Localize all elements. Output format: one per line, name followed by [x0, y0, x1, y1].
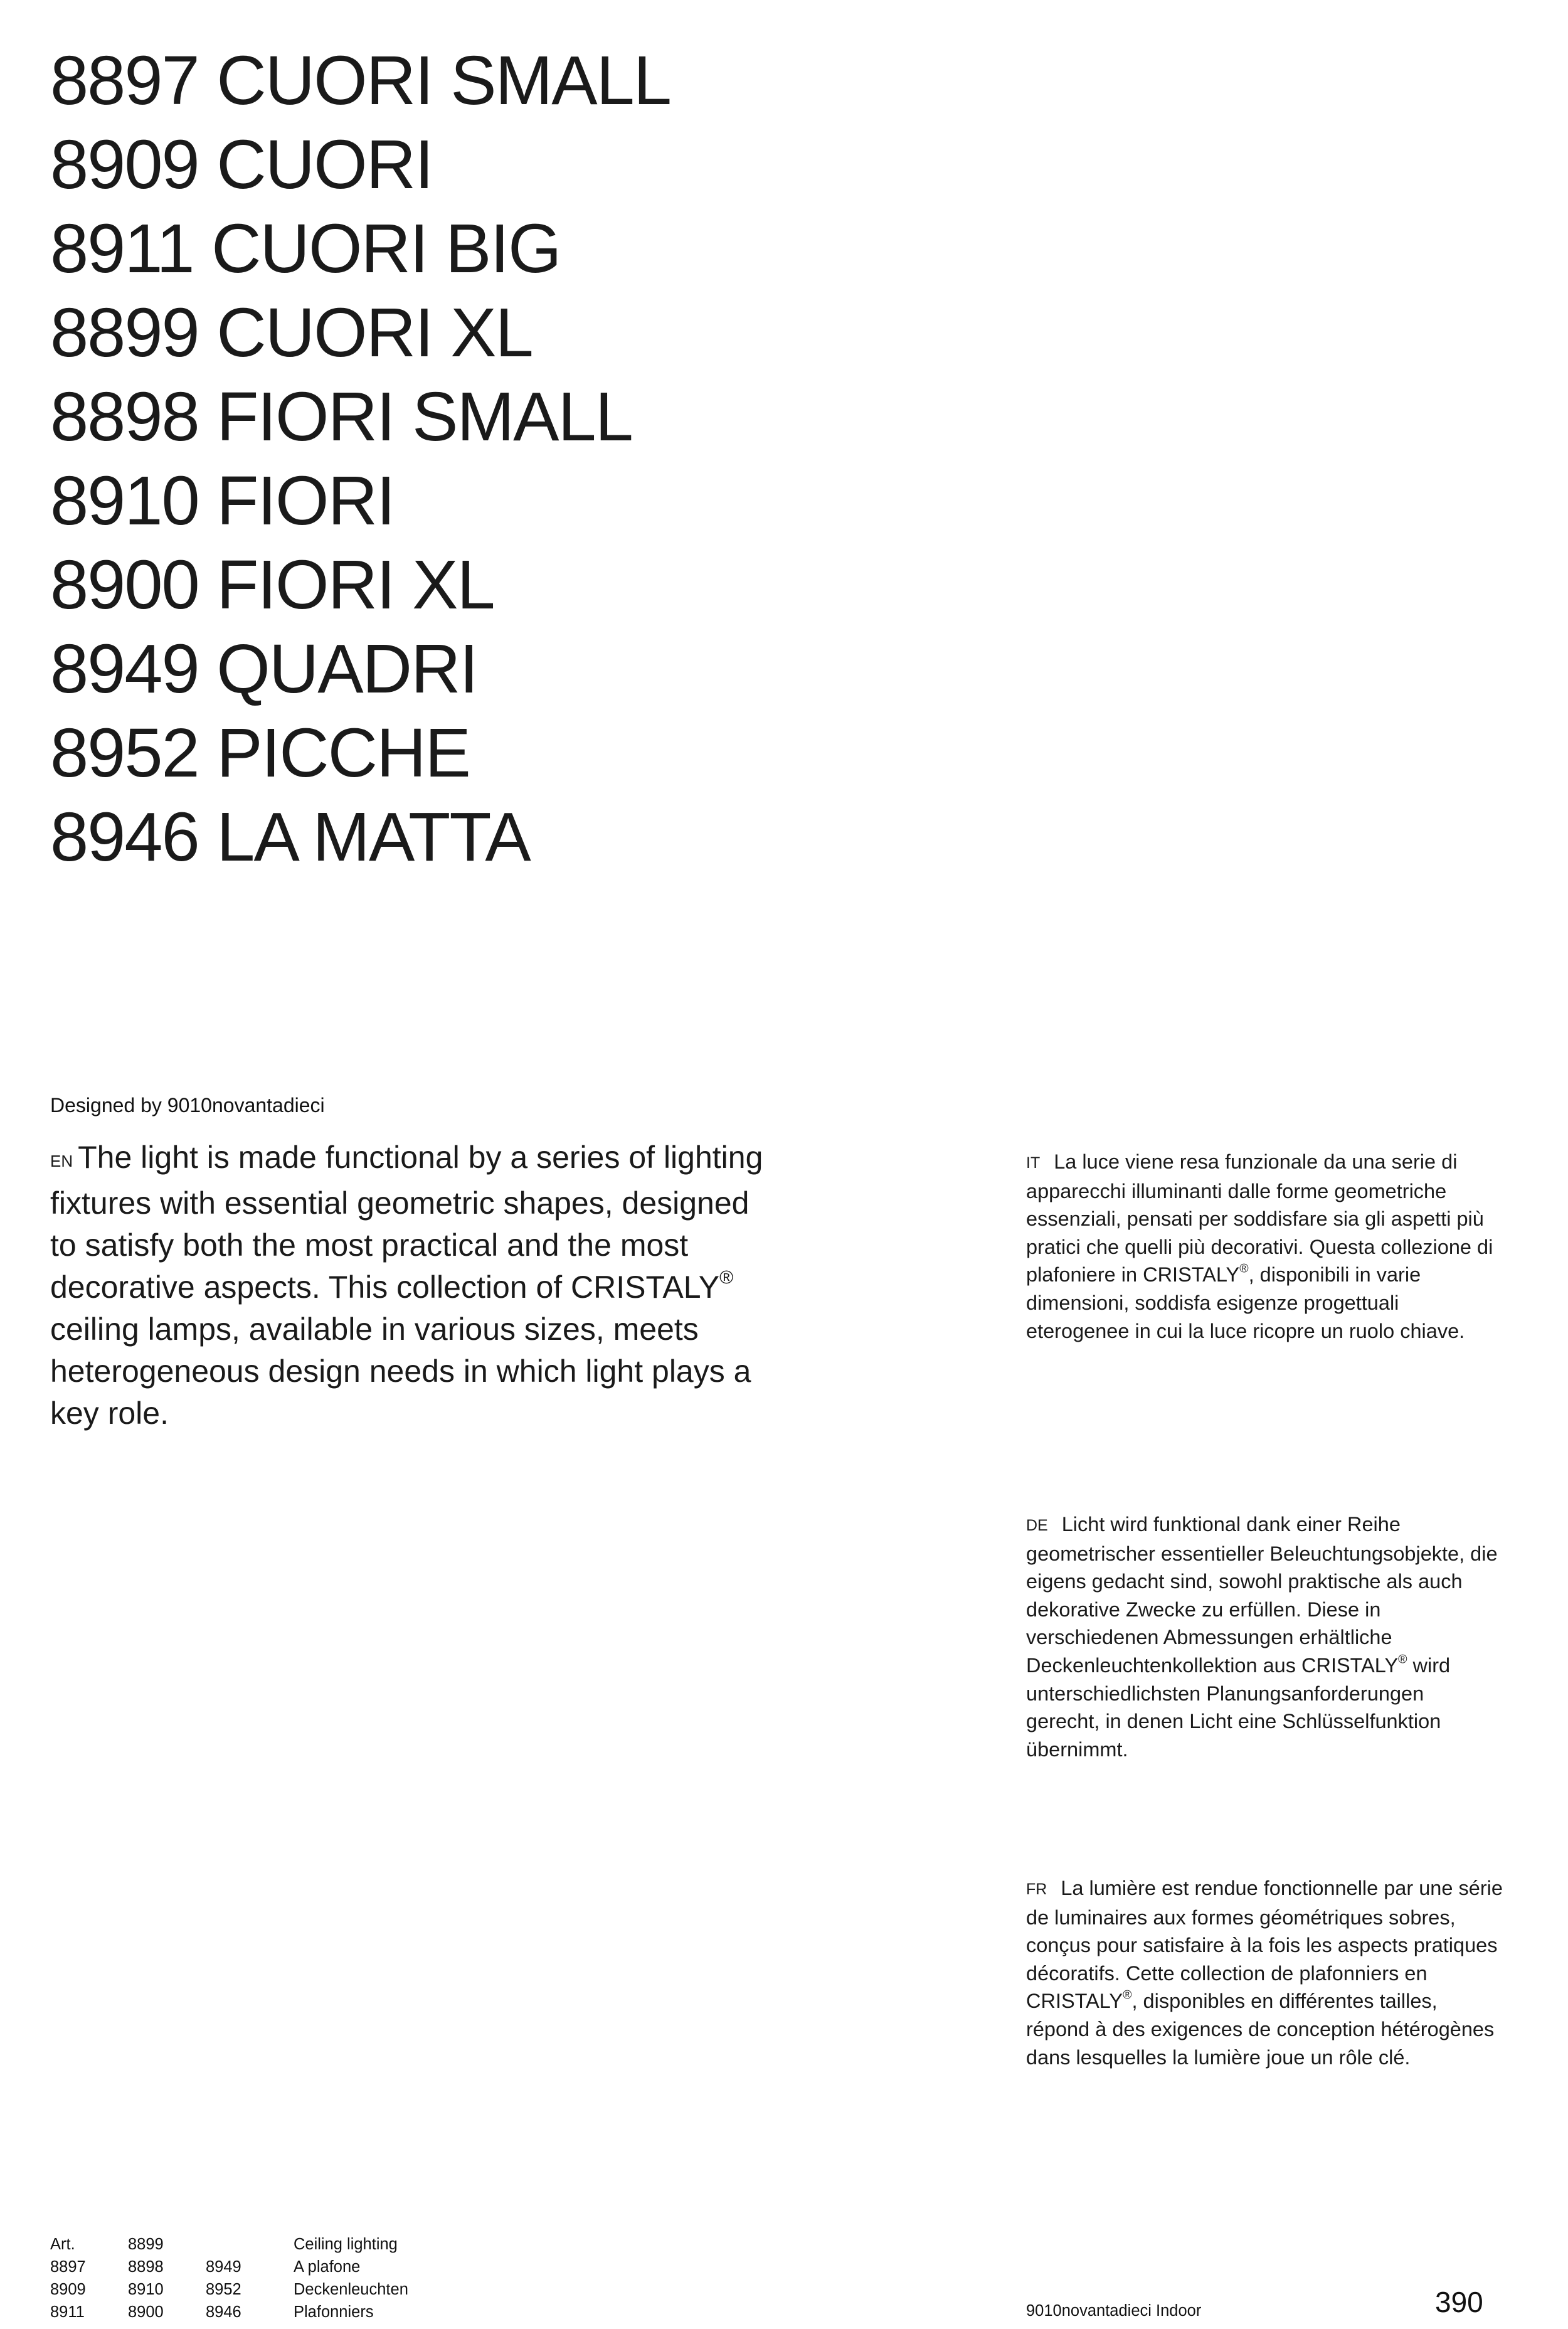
language-tag-de: DE [1026, 1517, 1048, 1534]
footer-brand: 9010novantadieci Indoor [1026, 2302, 1202, 2320]
table-row [50, 2301, 408, 2323]
product-title-list [50, 39, 670, 879]
table-cell: 8898 [128, 2258, 164, 2276]
product-title: 8911 CUORI BIG [50, 210, 561, 287]
description-fr [1026, 1874, 1503, 2071]
product-title: 8909 CUORI [50, 126, 433, 203]
description-de-text-1: Licht wird funktional dank einer Reihe geometrischer essentieller Beleuchtungsobjekte, die eigens gedacht sind, sowohl praktische als auch dekorative Zwecke zu erfüllen. Diese in verschiedenen Abmessungen erhältliche Deckenleuchtenkollektion aus CRISTALY [1026, 1513, 1498, 1677]
article-table [50, 2233, 408, 2323]
description-fr-text-1: La lumière est rendue fonctionnelle par une série de luminaires aux formes géométriques sobres, conçus pour satisfaire à la fois les aspects pratiques décoratifs. Cette collection de plafonniers en CRISTALY [1026, 1877, 1503, 2013]
description-it [1026, 1148, 1503, 1345]
table-cell: 8897 [50, 2258, 86, 2276]
description-de-text-2: wird unterschiedlichsten Planungsanforderungen gerecht, in denen Licht eine Schlüsselfunktion übernimmt. [1026, 1653, 1451, 1761]
table-cell: Plafonniers [294, 2303, 374, 2321]
description-it-text-2: , disponibili in varie dimensioni, soddisfa esigenze progettuali eterogenee in cui la luce ricopre un ruolo chiave. [1026, 1263, 1465, 1342]
description-en [50, 1137, 778, 1435]
language-tag-fr: FR [1026, 1881, 1047, 1898]
table-cell: Ceiling lighting [294, 2236, 398, 2253]
registered-mark: ® [1239, 1261, 1249, 1276]
description-de [1026, 1510, 1503, 1763]
table-cell: 8899 [128, 2236, 164, 2253]
table-cell: 8900 [128, 2303, 164, 2321]
description-en-text-2: ceiling lamps, available in various sizes, meets heterogeneous design needs in which light plays a key role. [50, 1312, 751, 1431]
product-title: 8949 QUADRI [50, 630, 478, 708]
table-cell: 8946 [206, 2303, 241, 2321]
registered-mark: ® [1123, 1988, 1132, 2002]
table-cell: 8910 [128, 2281, 164, 2298]
table-cell: 8949 [206, 2258, 241, 2276]
product-title: 8946 LA MATTA [50, 798, 530, 876]
product-title: 8899 CUORI XL [50, 294, 532, 371]
registered-mark: ® [1398, 1652, 1407, 1667]
table-row [50, 2233, 408, 2256]
product-title: 8898 FIORI SMALL [50, 378, 632, 455]
table-cell: Art. [50, 2236, 75, 2253]
table-row [50, 2256, 408, 2278]
product-title: 8910 FIORI [50, 462, 395, 539]
language-tag-en: EN [50, 1152, 73, 1170]
description-fr-text-2: , disponibles en différentes tailles, répond à des exigences de conception hétérogènes dans lesquelles la lumière joue un rôle clé. [1026, 1990, 1495, 2069]
product-title: 8897 CUORI SMALL [50, 42, 670, 119]
description-it-text-1: La luce viene resa funzionale da una serie di apparecchi illuminanti dalle forme geometriche essenziali, pensati per soddisfare sia gli aspetti più pratici che quelli più decorativi. Questa collezione di plafoniere in CRISTALY [1026, 1150, 1493, 1287]
table-cell: 8952 [206, 2281, 241, 2298]
table-row [50, 2278, 408, 2301]
description-en-text-1: The light is made functional by a series of lighting fixtures with essential geometric shapes, designed to satisfy both the most practical and the most decorative aspects. This collection of CRISTALY [50, 1140, 763, 1305]
designer-credit: Designed by 9010novantadieci [50, 1094, 325, 1117]
table-cell: 8909 [50, 2281, 86, 2298]
language-tag-it: IT [1026, 1154, 1041, 1172]
registered-mark: ® [719, 1267, 734, 1288]
table-cell [206, 2233, 294, 2256]
product-title: 8952 PICCHE [50, 714, 470, 792]
page-number: 390 [1435, 2286, 1483, 2318]
table-cell: 8911 [50, 2303, 85, 2321]
product-title: 8900 FIORI XL [50, 546, 494, 623]
table-cell: A plafone [294, 2258, 361, 2276]
table-cell: Deckenleuchten [294, 2281, 408, 2298]
